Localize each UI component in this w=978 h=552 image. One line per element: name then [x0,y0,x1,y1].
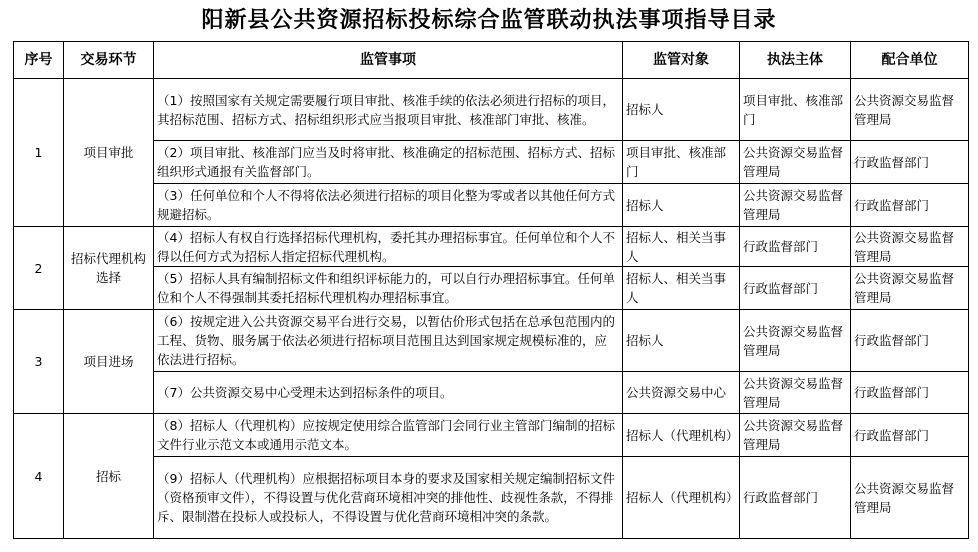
partner-unit: 公共资源交易监督管理局 [851,79,969,141]
supervision-item: （5）招标人具有编制招标文件和组织评标能力的，可以自行办理招标事宜。任何单位和个人不得强制其委托招标代理机构办理招标事宜。 [154,267,623,310]
supervision-object: 招标人 [623,310,740,372]
page-title: 阳新县公共资源招标投标综合监管联动执法事项指导目录 [201,8,777,33]
supervision-item: （7）公共资源交易中心受理未达到招标条件的项目。 [154,372,623,414]
supervision-object: 招标人 [623,79,740,141]
enforcement-subject: 行政监督部门 [740,227,851,267]
supervision-object: 招标人 [623,184,740,227]
header-subject: 执法主体 [740,42,851,79]
table-row [14,184,969,227]
partner-unit: 行政监督部门 [851,372,969,414]
group-stage: 项目进场 [64,310,154,414]
enforcement-subject: 项目审批、核准部门 [740,79,851,141]
supervision-object: 项目审批、核准部门 [623,141,740,184]
table-row [14,227,969,267]
guidance-table [13,41,969,539]
partner-unit: 公共资源交易监督管理局 [851,457,969,539]
table-row [14,372,969,414]
header-partner: 配合单位 [851,42,969,79]
table-row [14,79,969,141]
group-number: 1 [14,79,64,227]
supervision-item: （2）项目审批、核准部门应当及时将审批、核准确定的招标范围、招标方式、招标组织形式通报有关监督部门。 [154,141,623,184]
partner-unit: 公共资源交易监督管理局 [851,267,969,310]
group-stage: 招标 [64,414,154,539]
enforcement-subject: 行政监督部门 [740,457,851,539]
header-object: 监管对象 [623,42,740,79]
table-row [14,457,969,539]
header-item: 监管事项 [154,42,623,79]
enforcement-subject: 公共资源交易监督管理局 [740,141,851,184]
supervision-object: 公共资源交易中心 [623,372,740,414]
enforcement-subject: 公共资源交易监督管理局 [740,414,851,457]
enforcement-subject: 公共资源交易监督管理局 [740,372,851,414]
table-row [14,267,969,310]
partner-unit: 行政监督部门 [851,310,969,372]
header-row [14,42,969,79]
supervision-item: （1）按照国家有关规定需要履行项目审批、核准手续的依法必须进行招标的项目，其招标范围、招标方式、招标组织形式应当报项目审批、核准部门审批、核准。 [154,79,623,141]
group-stage: 项目审批 [64,79,154,227]
supervision-object: 招标人、相关当事人 [623,227,740,267]
partner-unit: 行政监督部门 [851,184,969,227]
enforcement-subject: 行政监督部门 [740,267,851,310]
enforcement-subject: 公共资源交易监督管理局 [740,310,851,372]
supervision-object: 招标人、相关当事人 [623,267,740,310]
header-no: 序号 [14,42,64,79]
supervision-item: （4）招标人有权自行选择招标代理机构，委托其办理招标事宜。任何单位和个人不得以任何方式为招标人指定招标代理机构。 [154,227,623,267]
supervision-item: （3）任何单位和个人不得将依法必须进行招标的项目化整为零或者以其他任何方式规避招标。 [154,184,623,227]
supervision-item: （8）招标人（代理机构）应按规定使用综合监管部门会同行业主管部门编制的招标文件行业示范文本或通用示范文本。 [154,414,623,457]
table-row [14,414,969,457]
table-row [14,310,969,372]
group-number: 3 [14,310,64,414]
group-number: 4 [14,414,64,539]
supervision-object: 招标人（代理机构） [623,457,740,539]
supervision-object: 招标人（代理机构） [623,414,740,457]
supervision-item: （9）招标人（代理机构）应根据招标项目本身的要求及国家相关规定编制招标文件（资格预审文件），不得设置与优化营商环境相冲突的排他性、歧视性条款，不得排斥、限制潜在投标人或投标人，不得设置与优化营商环境相冲突的条款。 [154,457,623,539]
group-stage: 招标代理机构选择 [64,227,154,310]
partner-unit: 公共资源交易监督管理局 [851,227,969,267]
enforcement-subject: 公共资源交易监督管理局 [740,184,851,227]
header-stage: 交易环节 [64,42,154,79]
partner-unit: 行政监督部门 [851,414,969,457]
table-row [14,141,969,184]
supervision-item: （6）按规定进入公共资源交易平台进行交易，以暂估价形式包括在总承包范围内的工程、货物、服务属于依法必须进行招标项目范围且达到国家规定规模标准的，应依法进行招标。 [154,310,623,372]
partner-unit: 行政监督部门 [851,141,969,184]
group-number: 2 [14,227,64,310]
